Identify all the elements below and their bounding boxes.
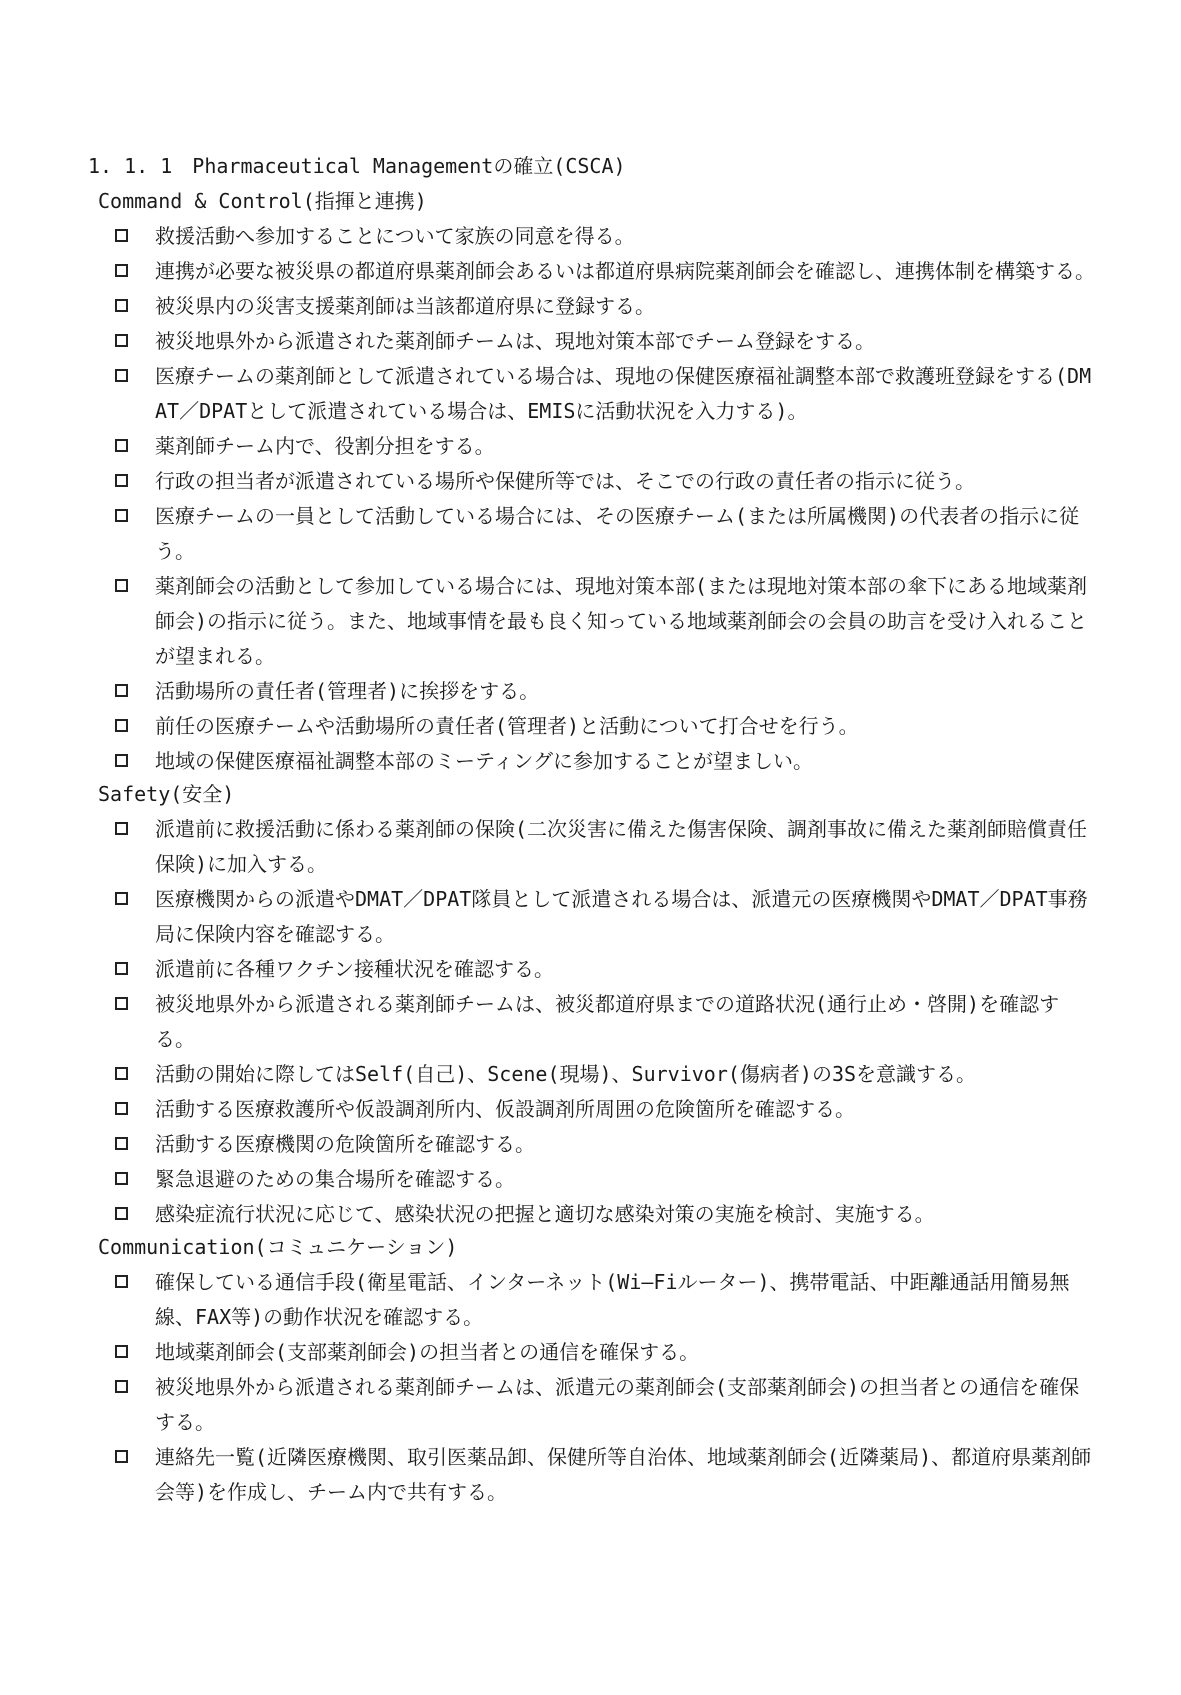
checklist-item-text: 活動場所の責任者(管理者)に挨拶をする。 [155, 679, 540, 703]
checklist-item [88, 709, 1098, 744]
checklist-item [88, 987, 1098, 1057]
checklist-item [88, 812, 1098, 882]
checklist-item-text: 活動する医療救護所や仮設調剤所内、仮設調剤所周囲の危険箇所を確認する。 [155, 1097, 855, 1121]
checkbox-icon[interactable] [115, 509, 128, 522]
checkbox-icon[interactable] [115, 1102, 128, 1115]
checkbox-icon[interactable] [115, 684, 128, 697]
checklist [88, 1265, 1098, 1510]
checkbox-icon[interactable] [115, 997, 128, 1010]
checkbox-icon[interactable] [115, 1172, 128, 1185]
checklist-item [88, 324, 1098, 359]
checkbox-icon[interactable] [115, 822, 128, 835]
checklist-item-text: 薬剤師会の活動として参加している場合には、現地対策本部(または現地対策本部の傘下にある地域薬剤師会)の指示に従う。また、地域事情を最も良く知っている地域薬剤師会の会員の助言を受け入れることが望まれる。 [155, 574, 1088, 668]
checklist-item [88, 499, 1098, 569]
checklist-item [88, 359, 1098, 429]
checklist-sections [88, 186, 1098, 1510]
checkbox-icon[interactable] [115, 299, 128, 312]
checklist-item-text: 地域の保健医療福祉調整本部のミーティングに参加することが望ましい。 [155, 749, 813, 773]
document-content [88, 151, 1098, 1510]
checklist-item-text: 被災地県外から派遣される薬剤師チームは、派遣元の薬剤師会(支部薬剤師会)の担当者との通信を確保する。 [155, 1375, 1080, 1434]
checkbox-icon[interactable] [115, 229, 128, 242]
checklist-item [88, 1370, 1098, 1440]
checklist-item [88, 219, 1098, 254]
checklist [88, 219, 1098, 779]
checklist-item [88, 1265, 1098, 1335]
checklist-item [88, 569, 1098, 674]
checkbox-icon[interactable] [115, 439, 128, 452]
checklist-item [88, 289, 1098, 324]
checklist-item [88, 1057, 1098, 1092]
checkbox-icon[interactable] [115, 369, 128, 382]
checklist-item-text: 行政の担当者が派遣されている場所や保健所等では、そこでの行政の責任者の指示に従う。 [155, 469, 975, 493]
checklist-item-text: 派遣前に救援活動に係わる薬剤師の保険(二次災害に備えた傷害保険、調剤事故に備えた薬剤師賠償責任保険)に加入する。 [155, 817, 1088, 876]
checkbox-icon[interactable] [115, 1137, 128, 1150]
checkbox-icon[interactable] [115, 719, 128, 732]
checklist-item [88, 464, 1098, 499]
section-heading: 1. 1. 1 Pharmaceutical Managementの確立(CSCA) [88, 154, 626, 178]
checklist-item [88, 1092, 1098, 1127]
checklist-item-text: 薬剤師チーム内で、役割分担をする。 [155, 434, 495, 458]
checklist-item-text: 救援活動へ参加することについて家族の同意を得る。 [155, 224, 635, 248]
checklist-item [88, 952, 1098, 987]
checklist-item [88, 1162, 1098, 1197]
checkbox-icon[interactable] [115, 962, 128, 975]
checklist-item-text: 緊急退避のための集合場所を確認する。 [155, 1167, 515, 1191]
checklist-item-text: 前任の医療チームや活動場所の責任者(管理者)と活動について打合せを行う。 [155, 714, 859, 738]
checklist-item-text: 感染症流行状況に応じて、感染状況の把握と適切な感染対策の実施を検討、実施する。 [155, 1202, 935, 1226]
checkbox-icon[interactable] [115, 579, 128, 592]
checklist-item [88, 1197, 1098, 1232]
checklist-item-text: 被災県内の災害支援薬剤師は当該都道府県に登録する。 [155, 294, 655, 318]
checklist-item [88, 882, 1098, 952]
checkbox-icon[interactable] [115, 892, 128, 905]
checkbox-icon[interactable] [115, 264, 128, 277]
checklist-item [88, 1335, 1098, 1370]
checklist-item-text: 活動の開始に際してはSelf(自己)、Scene(現場)、Survivor(傷病者)の3Sを意識する。 [155, 1062, 977, 1086]
subsection-title: Communication(コミュニケーション) [98, 1235, 458, 1259]
checkbox-icon[interactable] [115, 1450, 128, 1463]
checklist [88, 812, 1098, 1232]
checklist-item-text: 医療チームの一員として活動している場合には、その医療チーム(または所属機関)の代表者の指示に従う。 [155, 504, 1080, 563]
checklist-item [88, 254, 1098, 289]
checklist-item [88, 744, 1098, 779]
checkbox-icon[interactable] [115, 1380, 128, 1393]
checkbox-icon[interactable] [115, 1207, 128, 1220]
checklist-item-text: 活動する医療機関の危険箇所を確認する。 [155, 1132, 535, 1156]
checklist-item-text: 連絡先一覧(近隣医療機関、取引医薬品卸、保健所等自治体、地域薬剤師会(近隣薬局)、都道府県薬剤師会等)を作成し、チーム内で共有する。 [155, 1445, 1092, 1504]
checkbox-icon[interactable] [115, 334, 128, 347]
checklist-item-text: 被災地県外から派遣される薬剤師チームは、被災都道府県までの道路状況(通行止め・啓開)を確認する。 [155, 992, 1060, 1051]
checklist-item-text: 医療チームの薬剤師として派遣されている場合は、現地の保健医療福祉調整本部で救護班登録をする(DMAT／DPATとして派遣されている場合は、EMISに活動状況を入力する)。 [155, 364, 1092, 423]
checklist-item [88, 674, 1098, 709]
checkbox-icon[interactable] [115, 1345, 128, 1358]
subsection-title: Safety(安全) [98, 782, 235, 806]
checklist-item [88, 1440, 1098, 1510]
checklist-item-text: 確保している通信手段(衛星電話、インターネット(Wi―Fiルーター)、携帯電話、中距離通話用簡易無線、FAX等)の動作状況を確認する。 [155, 1270, 1070, 1329]
checklist-item-text: 医療機関からの派遣やDMAT／DPAT隊員として派遣される場合は、派遣元の医療機関やDMAT／DPAT事務局に保険内容を確認する。 [155, 887, 1088, 946]
checklist-item [88, 1127, 1098, 1162]
checkbox-icon[interactable] [115, 1275, 128, 1288]
checkbox-icon[interactable] [115, 1067, 128, 1080]
checklist-item-text: 被災地県外から派遣された薬剤師チームは、現地対策本部でチーム登録をする。 [155, 329, 875, 353]
checkbox-icon[interactable] [115, 754, 128, 767]
checklist-item [88, 429, 1098, 464]
checklist-item-text: 派遣前に各種ワクチン接種状況を確認する。 [155, 957, 554, 981]
checklist-item-text: 地域薬剤師会(支部薬剤師会)の担当者との通信を確保する。 [155, 1340, 700, 1364]
checklist-item-text: 連携が必要な被災県の都道府県薬剤師会あるいは都道府県病院薬剤師会を確認し、連携体制を構築する。 [155, 259, 1095, 283]
subsection-title: Command & Control(指揮と連携) [98, 189, 427, 213]
checkbox-icon[interactable] [115, 474, 128, 487]
